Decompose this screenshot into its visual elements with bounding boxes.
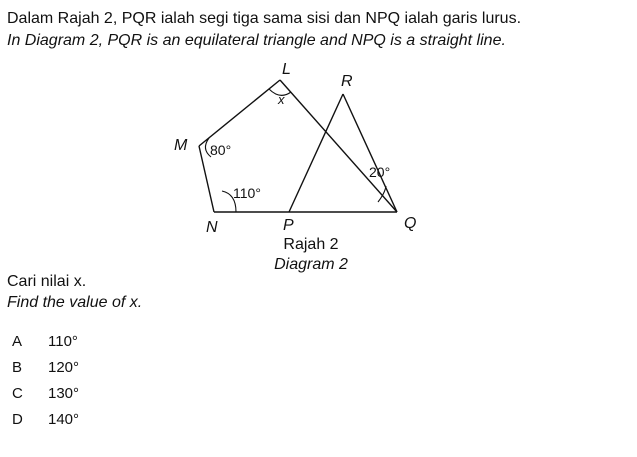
angle-label-x: x [278, 92, 285, 107]
prompt-english: Find the value of x. [7, 294, 143, 311]
vertex-label-N: N [206, 219, 218, 236]
vertex-label-P: P [283, 217, 294, 234]
vertex-label-R: R [341, 73, 353, 90]
option-value: 110° [48, 333, 78, 350]
vertex-label-Q: Q [404, 215, 417, 232]
option-letter: A [12, 333, 23, 350]
option-letter: D [12, 411, 23, 428]
option-value: 130° [48, 385, 80, 402]
option-value: 120° [48, 359, 80, 376]
vertex-label-L: L [282, 61, 291, 78]
answer-option-a[interactable] [12, 332, 78, 352]
side-RQ [343, 94, 397, 212]
angle-label-20: 20° [369, 164, 391, 180]
answer-option-d[interactable] [12, 410, 79, 430]
angle-arc-Q [378, 186, 386, 202]
option-value: 140° [48, 411, 80, 428]
question-malay: Dalam Rajah 2, PQR ialah segi tiga sama sisi dan NPQ ialah garis lurus. [7, 10, 522, 27]
answer-option-c[interactable] [12, 384, 79, 404]
question-english: In Diagram 2, PQR is an equilateral triangle and NPQ is a straight line. [7, 32, 506, 49]
side-PR [289, 94, 343, 212]
option-letter: C [12, 385, 23, 402]
angle-label-110: 110° [233, 185, 261, 201]
option-letter: B [12, 359, 23, 376]
side-LM [199, 80, 280, 146]
diagram-caption-malay: Rajah 2 [283, 236, 339, 253]
angle-label-80: 80° [210, 142, 232, 158]
prompt-malay: Cari nilai x. [7, 273, 87, 290]
vertex-label-M: M [174, 137, 188, 154]
answer-option-b[interactable] [12, 358, 79, 378]
diagram-caption-english: Diagram 2 [274, 256, 348, 273]
